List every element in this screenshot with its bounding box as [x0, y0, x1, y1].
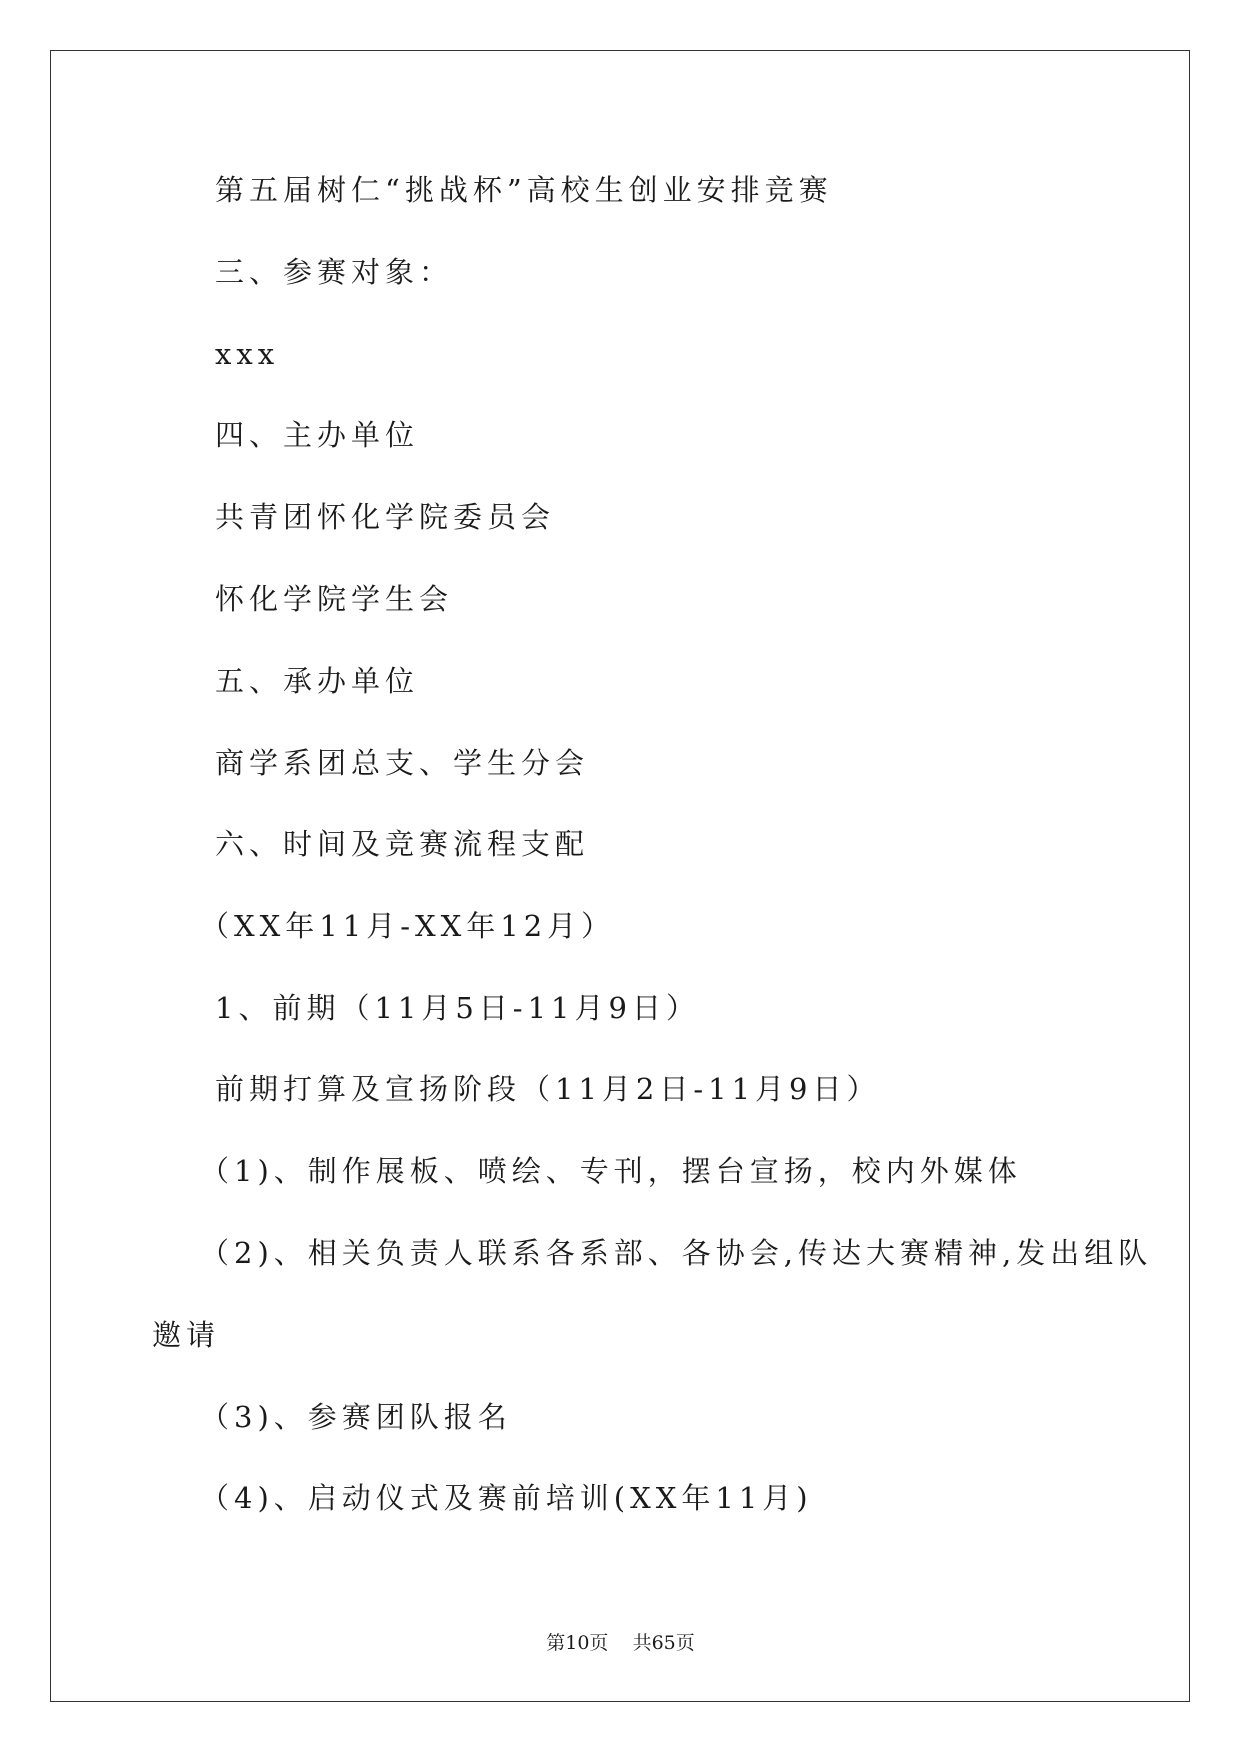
section-heading-organizer: 四、主办单位: [215, 418, 420, 452]
section-heading-participants: 三、参赛对象：: [215, 255, 454, 289]
phase-early: 1、前期（11月5日-11月9日）: [215, 991, 700, 1025]
phase-early-detail: 前期打算及宣扬阶段（11月2日-11月9日）: [215, 1072, 881, 1106]
section-heading-schedule: 六、时间及竞赛流程支配: [215, 827, 590, 861]
list-item-1: （1)、制作展板、喷绘、专刊，摆台宣扬，校内外媒体: [200, 1154, 1022, 1188]
schedule-range: （XX年11月-XX年12月）: [200, 909, 616, 943]
undertaker-text: 商学系团总支、学生分会: [215, 746, 590, 780]
participants-text: xxx: [215, 337, 280, 371]
competition-title: 第五届树仁“挑战杯”高校生创业安排竞赛: [215, 173, 833, 207]
list-item-3: （3)、参赛团队报名: [200, 1400, 512, 1434]
organizer-line-1: 共青团怀化学院委员会: [215, 500, 556, 534]
organizer-line-2: 怀化学院学生会: [215, 582, 454, 616]
page-number-footer: 第10页 共65页: [546, 1632, 695, 1654]
page-border: [50, 50, 1190, 1702]
list-item-2: （2)、相关负责人联系各系部、各协会,传达大赛精神,发出组队: [200, 1236, 1153, 1270]
list-item-2-continued: 邀请: [152, 1318, 221, 1352]
list-item-4: （4)、启动仪式及赛前培训(XX年11月): [200, 1481, 813, 1515]
section-heading-undertaker: 五、承办单位: [215, 664, 420, 698]
